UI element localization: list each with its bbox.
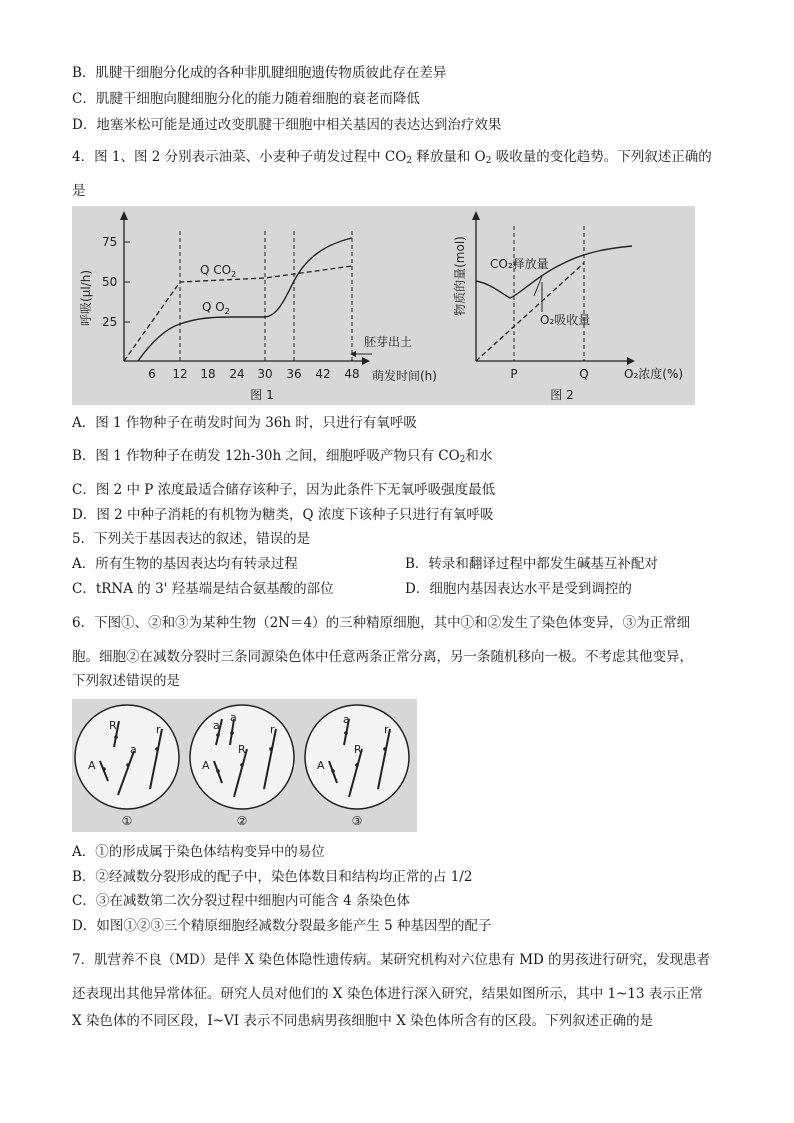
fig1-co2-label: Q $CO_2$ <box>200 263 237 279</box>
fig2-caption: 图 2 <box>550 388 574 402</box>
cell-1-label: ① <box>121 814 133 828</box>
q7-stem-line2: 还表现出其他异常体征。研究人员对他们的 X 染色体进行深入研究，结果如图所示，其中 1~13 表示正常 <box>72 986 703 1002</box>
q3-option-c: C．肌腱干细胞向腱细胞分化的能力随着细胞的衰老而降低 <box>72 91 420 107</box>
q7-stem-line3: X 染色体的不同区段，I~VI 表示不同患病男孩细胞中 X 染色体所含有的区段。下列叙述正确的是 <box>72 1013 654 1029</box>
q6-option-a: A．①的形成属于染色体结构变异中的易位 <box>72 844 325 860</box>
cell-3-label: ③ <box>351 814 363 828</box>
cell-1-membrane <box>75 705 179 809</box>
cell-1 <box>75 705 179 828</box>
centromere <box>269 747 273 751</box>
cell-2-membrane <box>190 705 294 809</box>
q4-stem: 4．图 1、图 2 分别表示油菜、小麦种子萌发过程中 $CO_2$ 释放量和 $O_2$ 吸收量的变化趋势。下列叙述正确的 <box>72 149 712 166</box>
fig1-xtick-label: 18 <box>200 367 216 381</box>
q6-figure <box>72 699 417 832</box>
fig1-series-co2 <box>124 266 352 361</box>
q4-option-d: D．图 2 中种子消耗的有机物为糖类，Q 浓度下该种子只进行有氧呼吸 <box>72 507 494 523</box>
fig1-ytick-label: 25 <box>102 315 118 329</box>
centromere <box>383 747 387 751</box>
fig1-ytick-label: 50 <box>102 275 118 289</box>
q6-option-d: D．如图①②③三个精原细胞经减数分裂最多能产生 5 种基因型的配子 <box>72 918 492 934</box>
q6-stem-line3: 下列叙述错误的是 <box>72 673 180 689</box>
centromere <box>230 731 234 735</box>
fig1-xlabel: 萌发时间(h) <box>372 369 437 383</box>
fig1-x-arrow <box>362 357 370 365</box>
q4-figure-svg <box>72 206 695 405</box>
gene-label: a <box>230 711 237 724</box>
centromere <box>355 763 359 767</box>
gene-label: A <box>317 759 325 772</box>
fig2-co2-label: CO₂释放量 <box>490 257 549 271</box>
fig1-xtick-label: 42 <box>315 367 331 381</box>
q6-option-c: C．③在减数第二次分裂过程中细胞内可能含 4 条染色体 <box>72 893 411 909</box>
fig1-xtick-label: 12 <box>172 367 188 381</box>
q5-option-c: C．tRNA 的 3' 羟基端是结合氨基酸的部位 <box>72 581 334 597</box>
fig1-xtick-label: 6 <box>148 367 156 381</box>
fig1-o2-label: Q $O_2$ <box>202 300 230 316</box>
fig1-xtick-label: 30 <box>257 367 273 381</box>
cell-3-membrane <box>305 705 409 809</box>
centromere <box>102 767 106 771</box>
gene-label: a <box>130 743 137 756</box>
q4-option-a: A．图 1 作物种子在萌发时间为 36h 时，只进行有氧呼吸 <box>72 415 417 431</box>
q5-stem: 5．下列关于基因表达的叙述，错误的是 <box>72 531 311 547</box>
fig1-annotation-arrowhead <box>350 351 356 357</box>
fig1-series-o2 <box>138 238 352 361</box>
fig1-xtick-label: 48 <box>344 367 360 381</box>
gene-label: a <box>213 719 220 732</box>
fig1-xtick-label: 24 <box>229 367 245 381</box>
q4-option-c: C．图 2 中 P 浓度最适合储存该种子，因为此条件下无氧呼吸强度最低 <box>72 482 496 498</box>
gene-label: A <box>88 759 96 772</box>
gene-label: R <box>238 743 246 756</box>
q4-figure <box>72 206 695 405</box>
fig1-annotation: 胚芽出土 <box>364 335 413 349</box>
fig1-xtick-label: 36 <box>286 367 302 381</box>
q5-option-d: D．细胞内基因表达水平是受到调控的 <box>405 581 632 597</box>
fig2 <box>452 211 683 402</box>
centromere <box>126 763 130 767</box>
cell-2 <box>190 705 294 828</box>
centromere <box>216 733 220 737</box>
fig2-series-o2 <box>476 263 584 361</box>
fig1-ytick-label: 75 <box>102 235 118 249</box>
fig1-ylabel: 呼吸(μl/h) <box>79 270 93 326</box>
centromere <box>344 731 348 735</box>
fig2-x-arrow <box>627 357 635 365</box>
centromere <box>331 769 335 773</box>
q4-option-b: B．图 1 作物种子在萌发 12h-30h 之间，细胞呼吸产物只有 $CO_2$和水 <box>72 448 493 465</box>
centromere <box>155 747 159 751</box>
fig2-p-label: P <box>510 367 518 381</box>
fig1-y-arrow <box>120 211 128 220</box>
fig2-xlabel: O₂浓度(%) <box>624 367 684 381</box>
gene-label: a <box>343 713 350 726</box>
q3-option-b: B．肌腱干细胞分化成的各种非肌腱细胞遗传物质彼此存在差异 <box>72 65 447 81</box>
fig1-caption: 图 1 <box>250 388 274 402</box>
q5-option-b: B．转录和翻译过程中都发生碱基互补配对 <box>405 556 658 572</box>
gene-label: r <box>156 723 161 736</box>
gene-label: r <box>270 723 275 736</box>
fig2-o2-label: O₂吸收量 <box>540 313 591 327</box>
gene-label: R <box>109 719 117 732</box>
centromere <box>216 769 220 773</box>
q7-stem-line1: 7．肌营养不良（MD）是伴 X 染色体隐性遗传病。某研究机构对六位患有 MD 的男孩进行研究，发现患者 <box>72 952 711 968</box>
cell-3 <box>305 705 409 828</box>
q6-option-b: B．②经减数分裂形成的配子中，染色体数目和结构均正常的占 1/2 <box>72 869 473 885</box>
centromere <box>114 735 118 739</box>
q6-stem-line2: 胞。细胞②在减数分裂时三条同源染色体中任意两条正常分离，另一条随机移向一极。不考虑其他变异， <box>72 649 693 665</box>
cell-2-label: ② <box>236 814 248 828</box>
gene-label: A <box>202 759 210 772</box>
q6-stem-line1: 6．下图①、②和③为某种生物（2N＝4）的三种精原细胞，其中①和②发生了染色体变异，③为正常细 <box>72 615 691 631</box>
fig2-ylabel: 物质的量(mol) <box>453 236 467 316</box>
centromere <box>240 763 244 767</box>
fig2-q-label: Q <box>579 367 589 381</box>
q3-option-d: D．地塞米松可能是通过改变肌腱干细胞中相关基因的表达达到治疗效果 <box>72 117 502 133</box>
q4-stem-cont: 是 <box>72 183 86 199</box>
q6-figure-svg <box>72 699 417 832</box>
gene-label: r <box>384 723 389 736</box>
fig2-y-arrow <box>472 211 480 220</box>
q5-option-a: A．所有生物的基因表达均有转录过程 <box>72 556 298 572</box>
fig1 <box>79 211 437 402</box>
gene-label: R <box>354 743 362 756</box>
